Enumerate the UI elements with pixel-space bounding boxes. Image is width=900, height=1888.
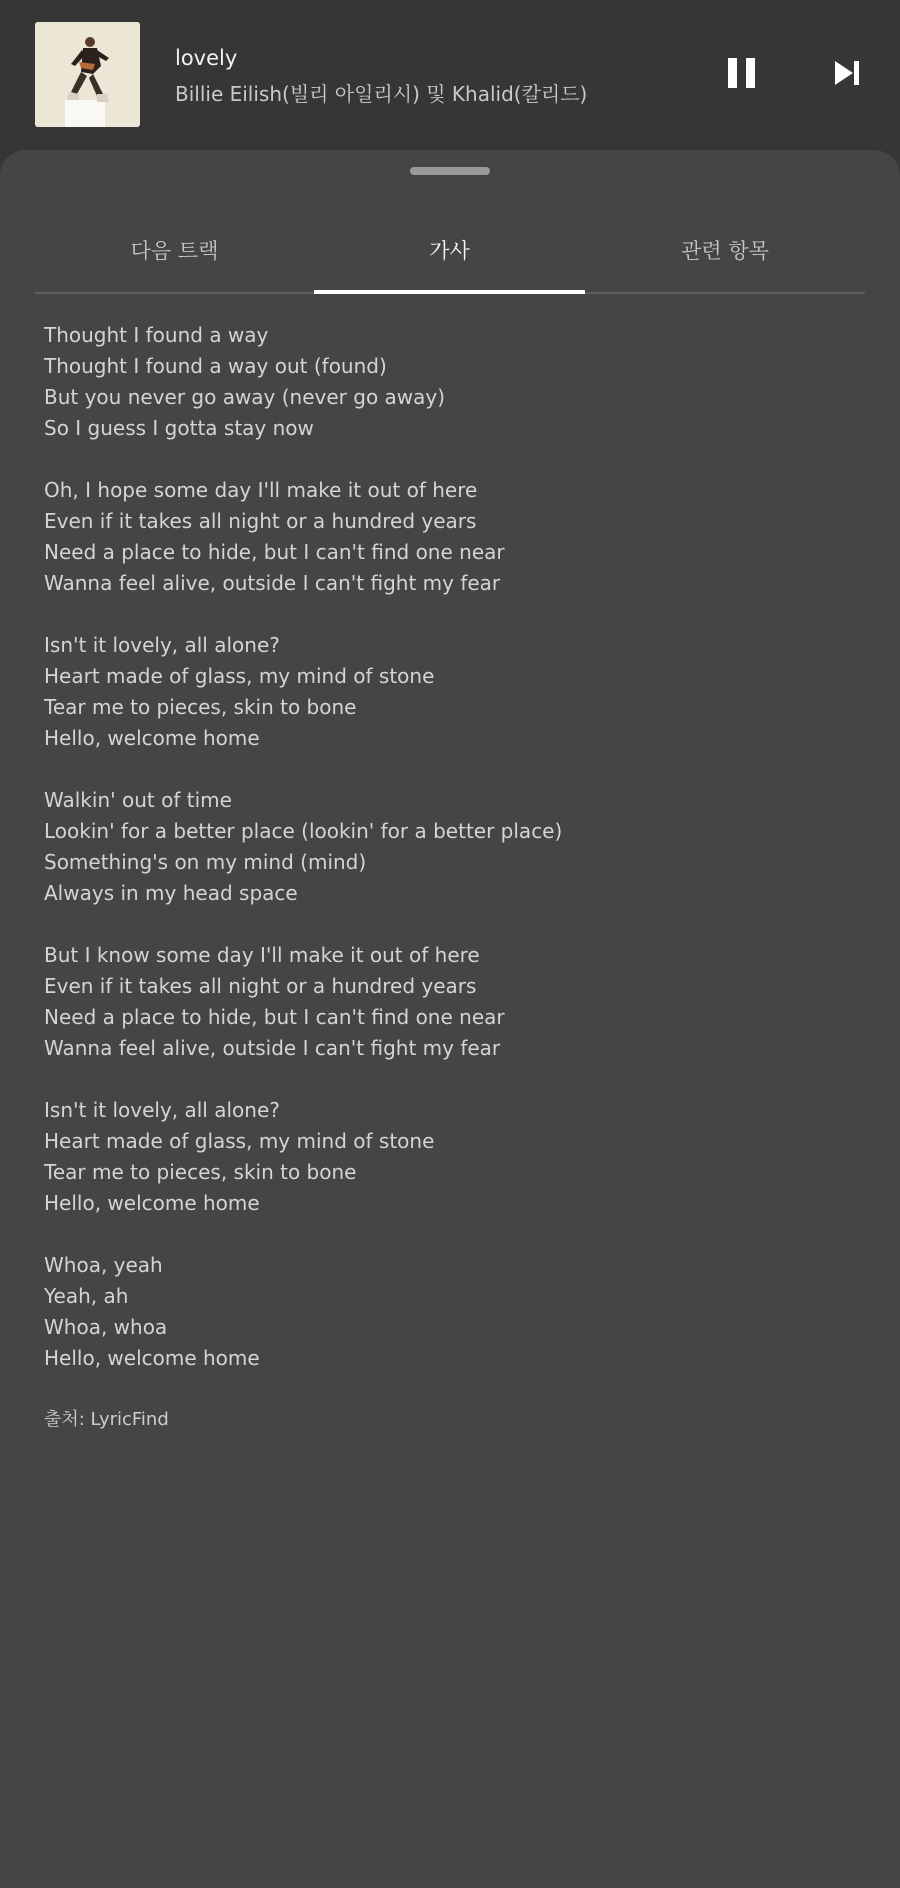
tab-lyrics[interactable]: 가사 — [429, 239, 470, 263]
track-title[interactable]: lovely — [175, 46, 238, 70]
lyrics-stanza — [44, 630, 864, 754]
tab-related[interactable]: 관련 항목 — [681, 239, 769, 263]
lyrics-source: 출처: LyricFind — [44, 1409, 169, 1430]
lyric-line: Even if it takes all night or a hundred years — [44, 509, 477, 533]
lyric-line: Isn't it lovely, all alone? — [44, 1098, 280, 1122]
lyric-line: Walkin' out of time — [44, 788, 232, 812]
drag-handle[interactable] — [410, 167, 490, 175]
album-cover-image — [35, 22, 140, 127]
lyrics-stanza — [44, 1250, 864, 1374]
lyric-line: Hello, welcome home — [44, 1346, 260, 1370]
lyric-line: Wanna feel alive, outside I can't fight my fear — [44, 571, 501, 595]
album-art[interactable] — [35, 22, 140, 127]
lyric-line: Thought I found a way — [44, 323, 269, 347]
track-artist[interactable]: Billie Eilish(빌리 아일리시) 및 Khalid(칼리드) — [175, 82, 588, 106]
lyrics-stanza — [44, 940, 864, 1064]
lyric-line: But you never go away (never go away) — [44, 385, 446, 409]
lyric-line: Hello, welcome home — [44, 1191, 260, 1215]
mini-player[interactable] — [0, 0, 900, 150]
lyric-line: Always in my head space — [44, 881, 298, 905]
skip-next-button[interactable] — [824, 50, 870, 96]
lyric-line: But I know some day I'll make it out of here — [44, 943, 480, 967]
lyric-line: So I guess I gotta stay now — [44, 416, 314, 440]
lyric-line: Whoa, whoa — [44, 1315, 168, 1339]
tab-up-next[interactable]: 다음 트랙 — [130, 239, 219, 263]
lyrics-stanza — [44, 320, 864, 444]
lyric-line: Need a place to hide, but I can't find one near — [44, 540, 505, 564]
lyric-line: Wanna feel alive, outside I can't fight my fear — [44, 1036, 501, 1060]
lyric-line: Need a place to hide, but I can't find one near — [44, 1005, 505, 1029]
lyric-line: Heart made of glass, my mind of stone — [44, 1129, 435, 1153]
bottom-sheet — [0, 150, 900, 1888]
tab-selected-indicator — [314, 290, 585, 294]
lyric-line: Whoa, yeah — [44, 1253, 163, 1277]
lyric-line: Isn't it lovely, all alone? — [44, 633, 280, 657]
lyric-line: Tear me to pieces, skin to bone — [44, 1160, 357, 1184]
lyric-line: Heart made of glass, my mind of stone — [44, 664, 435, 688]
lyrics-stanza — [44, 1095, 864, 1219]
tab-bar — [35, 210, 865, 294]
pause-icon — [727, 57, 757, 89]
lyric-line: Something's on my mind (mind) — [44, 850, 367, 874]
lyric-line: Tear me to pieces, skin to bone — [44, 695, 357, 719]
lyric-line: Thought I found a way out (found) — [44, 354, 387, 378]
lyrics-stanza — [44, 475, 864, 599]
lyric-line: Yeah, ah — [44, 1284, 129, 1308]
lyric-line: Oh, I hope some day I'll make it out of here — [44, 478, 478, 502]
lyric-line: Hello, welcome home — [44, 726, 260, 750]
lyrics-stanza — [44, 785, 864, 909]
lyric-line: Lookin' for a better place (lookin' for a better place) — [44, 819, 563, 843]
lyric-line: Even if it takes all night or a hundred years — [44, 974, 477, 998]
lyrics-panel[interactable] — [44, 320, 864, 1435]
skip-next-icon — [833, 59, 861, 87]
pause-button[interactable] — [719, 50, 765, 96]
